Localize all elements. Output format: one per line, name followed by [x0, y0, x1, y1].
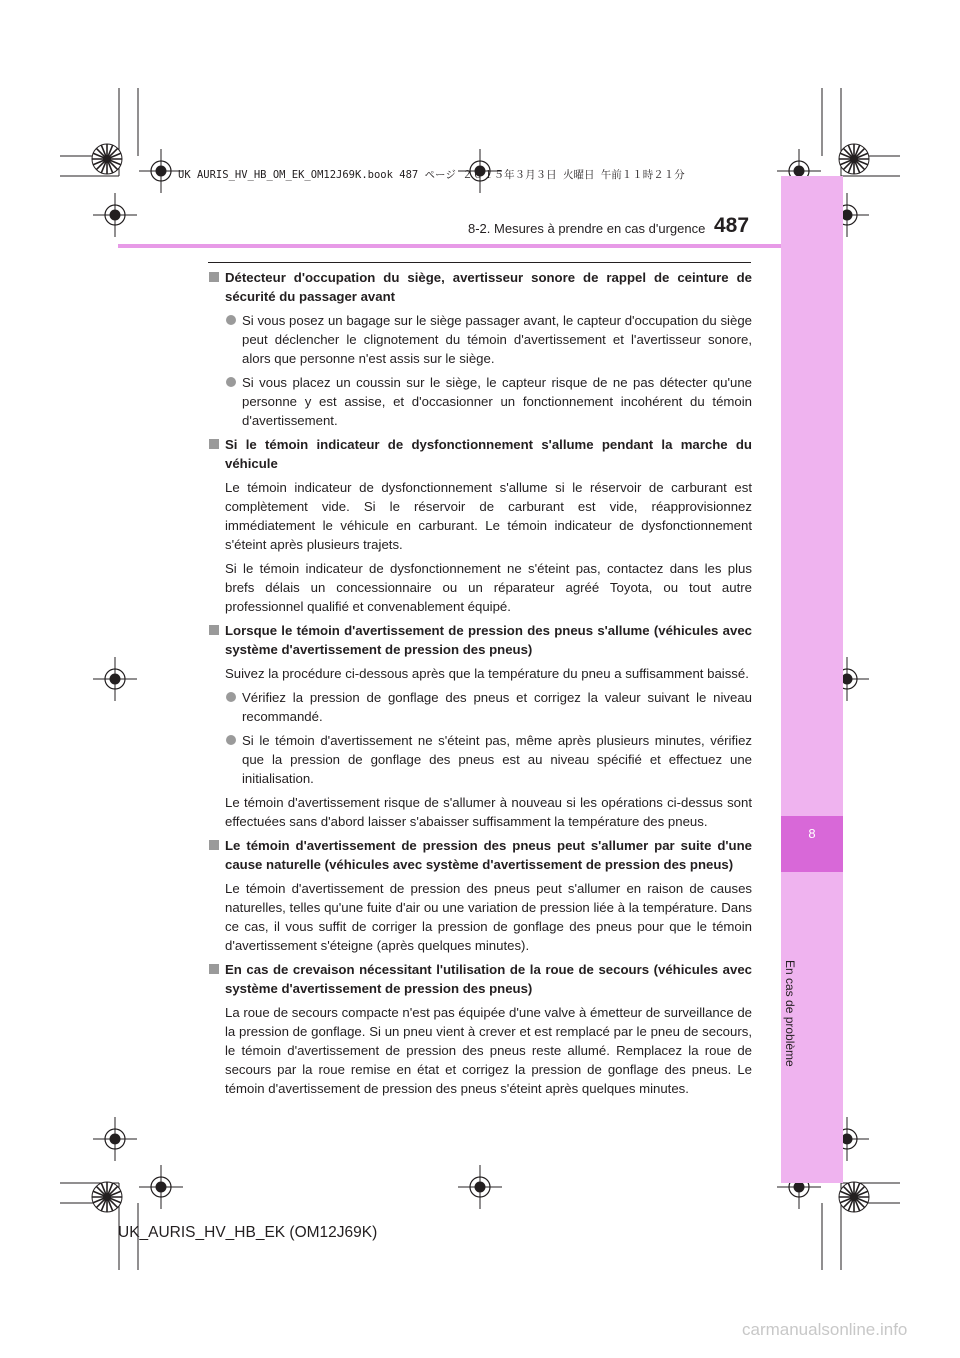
paragraph: Le témoin d'avertissement risque de s'allumer à nouveau si les opérations ci-dessus sont effectuées sans d'abord laisser s'abaisser suffisamment la température des pneus. — [225, 795, 752, 829]
paragraph: La roue de secours compacte n'est pas équipée d'une valve à émetteur de surveillance de la pression de gonflage. Si un pneu vient à crever et est remplacé par le pneu de secours, le témoin d'avertissement de pression des pneus reste allumé. Remplacez la roue de secours par la roue remise en état et corrigez la pression de gonflage des pneus. Le témoin d'avertissement de pression des pneus s'éteint après quelques minutes. — [225, 1005, 753, 1096]
paragraph: Le témoin indicateur de dysfonctionnement s'allume si le réservoir de carburant est complètement vide. Si le réservoir de carburant est vide, réapprovisionnez immédiatement le véhicule en carburant. Le témoin indicateur de dysfonctionnement s'éteint après plusieurs trajets. — [225, 480, 752, 552]
content-rule — [208, 262, 751, 263]
paragraph: Le témoin d'avertissement de pression des pneus peut s'allumer en raison de causes naturelles, telles qu'une fuite d'air ou une variation de pression liée à la température. Dans ce cas, il vous suffit de corriger la pression de gonflage des pneus pour que le témoin d'avertissement s'éteigne (après quelques minutes). — [225, 881, 752, 953]
square-bullet-icon — [209, 439, 219, 449]
round-bullet-icon — [226, 315, 236, 325]
paragraph: Si le témoin indicateur de dysfonctionnement ne s'éteint pas, contactez dans les plus brefs délais un concessionnaire ou un réparateur agréé Toyota, ou tout autre professionnel qualifié et convenablement équipé. — [225, 561, 752, 614]
header-rule — [118, 244, 781, 248]
square-bullet-icon — [209, 272, 219, 282]
round-bullet-icon — [226, 377, 236, 387]
bullet-item: Si vous posez un bagage sur le siège passager avant, le capteur d'occupation du siège peut déclencher le clignotement du témoin d'avertissement et l'avertisseur sonore, alors que personne n'est assis sur le siège. — [208, 311, 752, 368]
paragraph: Suivez la procédure ci-dessous après que la température du pneu a suffisamment baissé. — [225, 666, 749, 681]
main-content — [208, 268, 752, 1103]
square-bullet-icon — [209, 964, 219, 974]
square-bullet-icon — [209, 625, 219, 635]
section-heading: Lorsque le témoin d'avertissement de pression des pneus s'allume (véhicules avec système d'avertissement de pression des pneus) — [208, 621, 752, 659]
book-info-line: UK AURIS_HV_HB_OM_EK_OM12J69K.book 487 ページ ２０１５年３月３日 火曜日 午前１１時２１分 — [178, 169, 685, 181]
chapter-tab-active — [781, 816, 843, 872]
section-heading: Détecteur d'occupation du siège, avertisseur sonore de rappel de ceinture de sécurité du passager avant — [208, 268, 752, 306]
round-bullet-icon — [226, 735, 236, 745]
bullet-item: Si vous placez un coussin sur le siège, le capteur risque de ne pas détecter qu'une personne y est assise, et d'occasionner un fonctionnement incohérent du témoin d'avertissement. — [208, 373, 752, 430]
page-number: 487 — [714, 214, 750, 237]
model-code: UK_AURIS_HV_HB_EK (OM12J69K) — [118, 1224, 378, 1241]
bullet-item: Vérifiez la pression de gonflage des pneus et corrigez la valeur suivant le niveau recommandé. — [208, 688, 752, 726]
watermark: carmanualsonline.info — [742, 1320, 908, 1339]
round-bullet-icon — [226, 692, 236, 702]
section-title: 8-2. Mesures à prendre en cas d'urgence — [468, 221, 706, 236]
chapter-number: 8 — [808, 826, 816, 841]
square-bullet-icon — [209, 840, 219, 850]
bullet-item: Si le témoin d'avertissement ne s'éteint pas, même après plusieurs minutes, vérifiez que la pression de gonflage des pneus est au niveau spécifié et effectuez une initialisation. — [208, 731, 752, 788]
section-heading: Si le témoin indicateur de dysfonctionnement s'allume pendant la marche du véhicule — [208, 435, 752, 473]
section-heading: En cas de crevaison nécessitant l'utilisation de la roue de secours (véhicules avec système d'avertissement de pression des pneus) — [208, 960, 752, 998]
section-heading: Le témoin d'avertissement de pression des pneus peut s'allumer par suite d'une cause naturelle (véhicules avec système d'avertissement de pression des pneus) — [208, 836, 752, 874]
